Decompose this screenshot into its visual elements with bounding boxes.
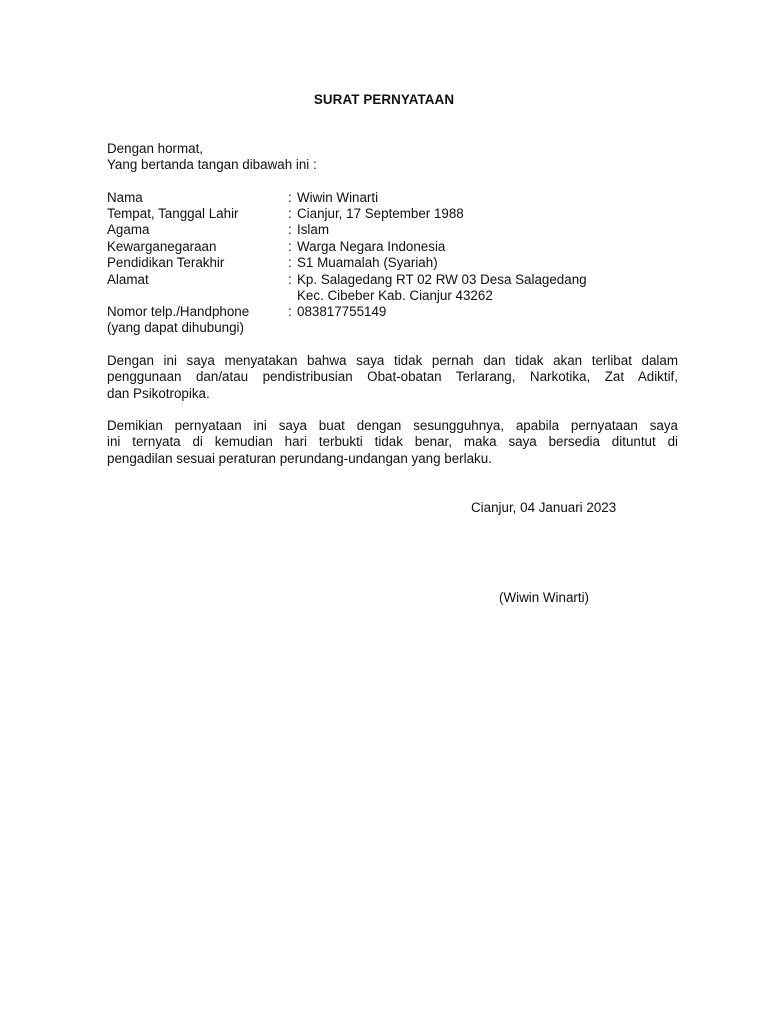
field-colon: :	[288, 272, 292, 287]
field-colon: :	[288, 239, 292, 254]
paragraph-line: Dengan ini saya menyatakan bahwa saya tidak pernah dan tidak akan terlibat dalam	[107, 353, 678, 368]
paragraph-line: pengadilan sesuai peraturan perundang-undangan yang berlaku.	[107, 450, 492, 466]
field-label: Nama	[107, 190, 143, 205]
field-label-line2: (yang dapat dihubungi)	[107, 320, 244, 335]
paragraph-line: Demikian pernyataan ini saya buat dengan sesungguhnya, apabila pernyataan saya	[107, 418, 678, 433]
paragraph-line: penggunaan dan/atau pendistribusian Obat-obatan Terlarang, Narkotika, Zat Adiktif,	[107, 369, 678, 385]
field-label: Pendidikan Terakhir	[107, 255, 225, 270]
paragraph-line: dan Psikotropika.	[107, 385, 210, 401]
field-value: Kp. Salagedang RT 02 RW 03 Desa Salagedang	[297, 272, 587, 287]
field-label: Agama	[107, 222, 150, 237]
document-title: SURAT PERNYATAAN	[313, 92, 455, 107]
field-label: Alamat	[107, 272, 149, 287]
greeting: Dengan hormat,	[107, 141, 204, 156]
field-value: Wiwin Winarti	[297, 190, 379, 205]
field-value: Islam	[297, 222, 329, 237]
paragraph-line: ini ternyata di kemudian hari terbukti tidak benar, maka saya bersedia dituntut di	[107, 434, 678, 450]
signature-name: (Wiwin Winarti)	[499, 590, 590, 605]
field-value: Cianjur, 17 September 1988	[297, 206, 464, 221]
field-colon: :	[288, 255, 292, 270]
field-value: 083817755149	[297, 304, 387, 319]
field-colon: :	[288, 190, 292, 205]
field-value: S1 Muamalah (Syariah)	[297, 255, 438, 270]
field-colon: :	[288, 304, 292, 319]
field-value: Warga Negara Indonesia	[297, 239, 446, 254]
statement-paragraph	[107, 353, 678, 402]
place-date: Cianjur, 04 Januari 2023	[471, 500, 617, 515]
field-label: Nomor telp./Handphone	[107, 304, 250, 319]
field-label: Kewarganegaraan	[107, 239, 217, 254]
field-label: Tempat, Tanggal Lahir	[107, 206, 239, 221]
field-value-line2: Kec. Cibeber Kab. Cianjur 43262	[297, 288, 493, 303]
intro-text: Yang bertanda tangan dibawah ini :	[107, 157, 317, 172]
closing-paragraph	[107, 418, 678, 467]
field-colon: :	[288, 206, 292, 221]
field-colon: :	[288, 222, 292, 237]
